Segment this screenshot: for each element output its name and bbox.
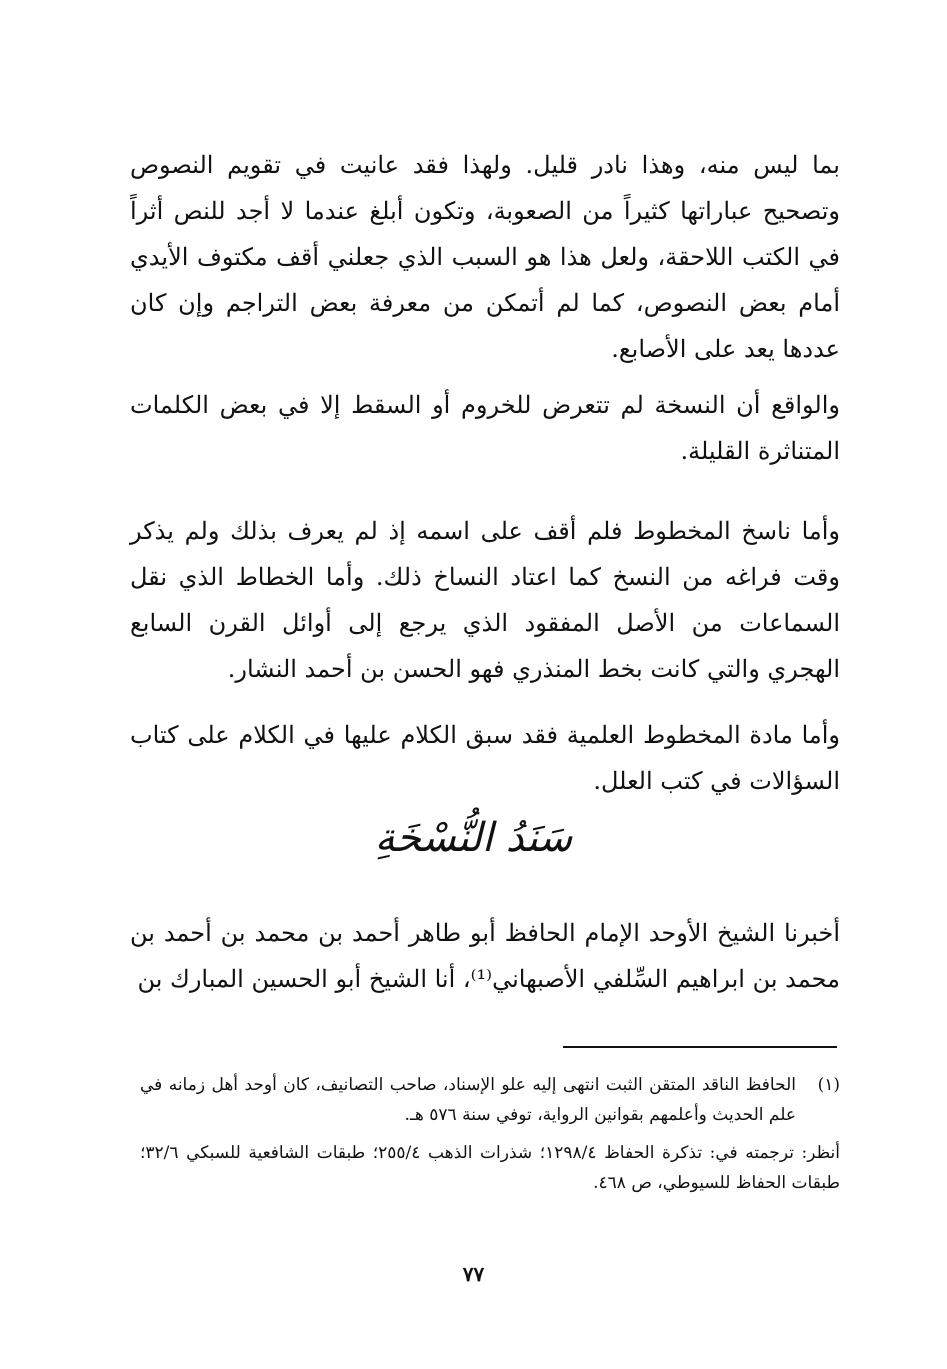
- footnotes: [140, 1070, 840, 1198]
- paragraph-text-restoration: بما ليس منه، وهذا نادر قليل. ولهذا فقد عانيت في تقويم النصوص وتصحيح عباراتها كثيراً من الصعوبة، وتكون أبلغ عندما لا أجد للنص أثراً في الكتب اللاحقة، ولعل هذا هو السبب الذي جعلني أقف مكتوف الأيدي أمام بعض النصوص، كما لم أتمكن من معرفة بعض التراجم وإن كان عددها يعد على الأصابع.: [130, 151, 841, 363]
- section-heading: سَنَدُ النُّسْخَةِ: [374, 815, 573, 861]
- paragraph-scholarly-content: وأما مادة المخطوط العلمية فقد سبق الكلام عليها في الكلام على كتاب السؤالات في كتب العلل.: [130, 721, 840, 795]
- paragraph-manuscript-condition: والواقع أن النسخة لم تتعرض للخروم أو السقط إلا في بعض الكلمات المتناثرة القليلة.: [130, 391, 840, 465]
- footnote-text: الحافظ الناقد المتقن الثبت انتهى إليه علو الإسناد، صاحب التصانيف، كان أوحد أهل زمانه في علم الحديث وأعلمهم بقوانين الرواية، توفي سنة ٥٧٦ هـ.: [140, 1075, 796, 1125]
- paragraph-isnad: أخبرنا الشيخ الأوحد الإمام الحافظ أبو طاهر أحمد بن محمد بن أحمد بن محمد بن ابراهيم السِّلفي الأصبهاني⁽¹⁾، أنا الشيخ أبو الحسين المبارك بن: [130, 919, 840, 993]
- footnote-marker: (١): [817, 1075, 840, 1095]
- footnote-separator: [563, 1046, 837, 1048]
- page-number: ٧٧: [462, 1262, 485, 1286]
- footnote-sources: أنظر: ترجمته في: تذكرة الحفاظ ١٢٩٨/٤؛ شذرات الذهب ٢٥٥/٤؛ طبقات الشافعية للسبكي ٣٢/٦؛ طبقات الحفاظ للسيوطي، ص ٤٦٨.: [140, 1143, 841, 1193]
- paragraph-copyist: وأما ناسخ المخطوط فلم أقف على اسمه إذ لم يعرف بذلك ولم يذكر وقت فراغه من النسخ كما اعتاد النساخ ذلك. وأما الخطاط الذي نقل السماعات من الأصل المفقود الذي يرجع إلى أوائل القرن السابع الهجري والتي كانت بخط المنذري فهو الحسن بن أحمد النشار.: [130, 517, 840, 683]
- footnote-1: [140, 1070, 840, 1130]
